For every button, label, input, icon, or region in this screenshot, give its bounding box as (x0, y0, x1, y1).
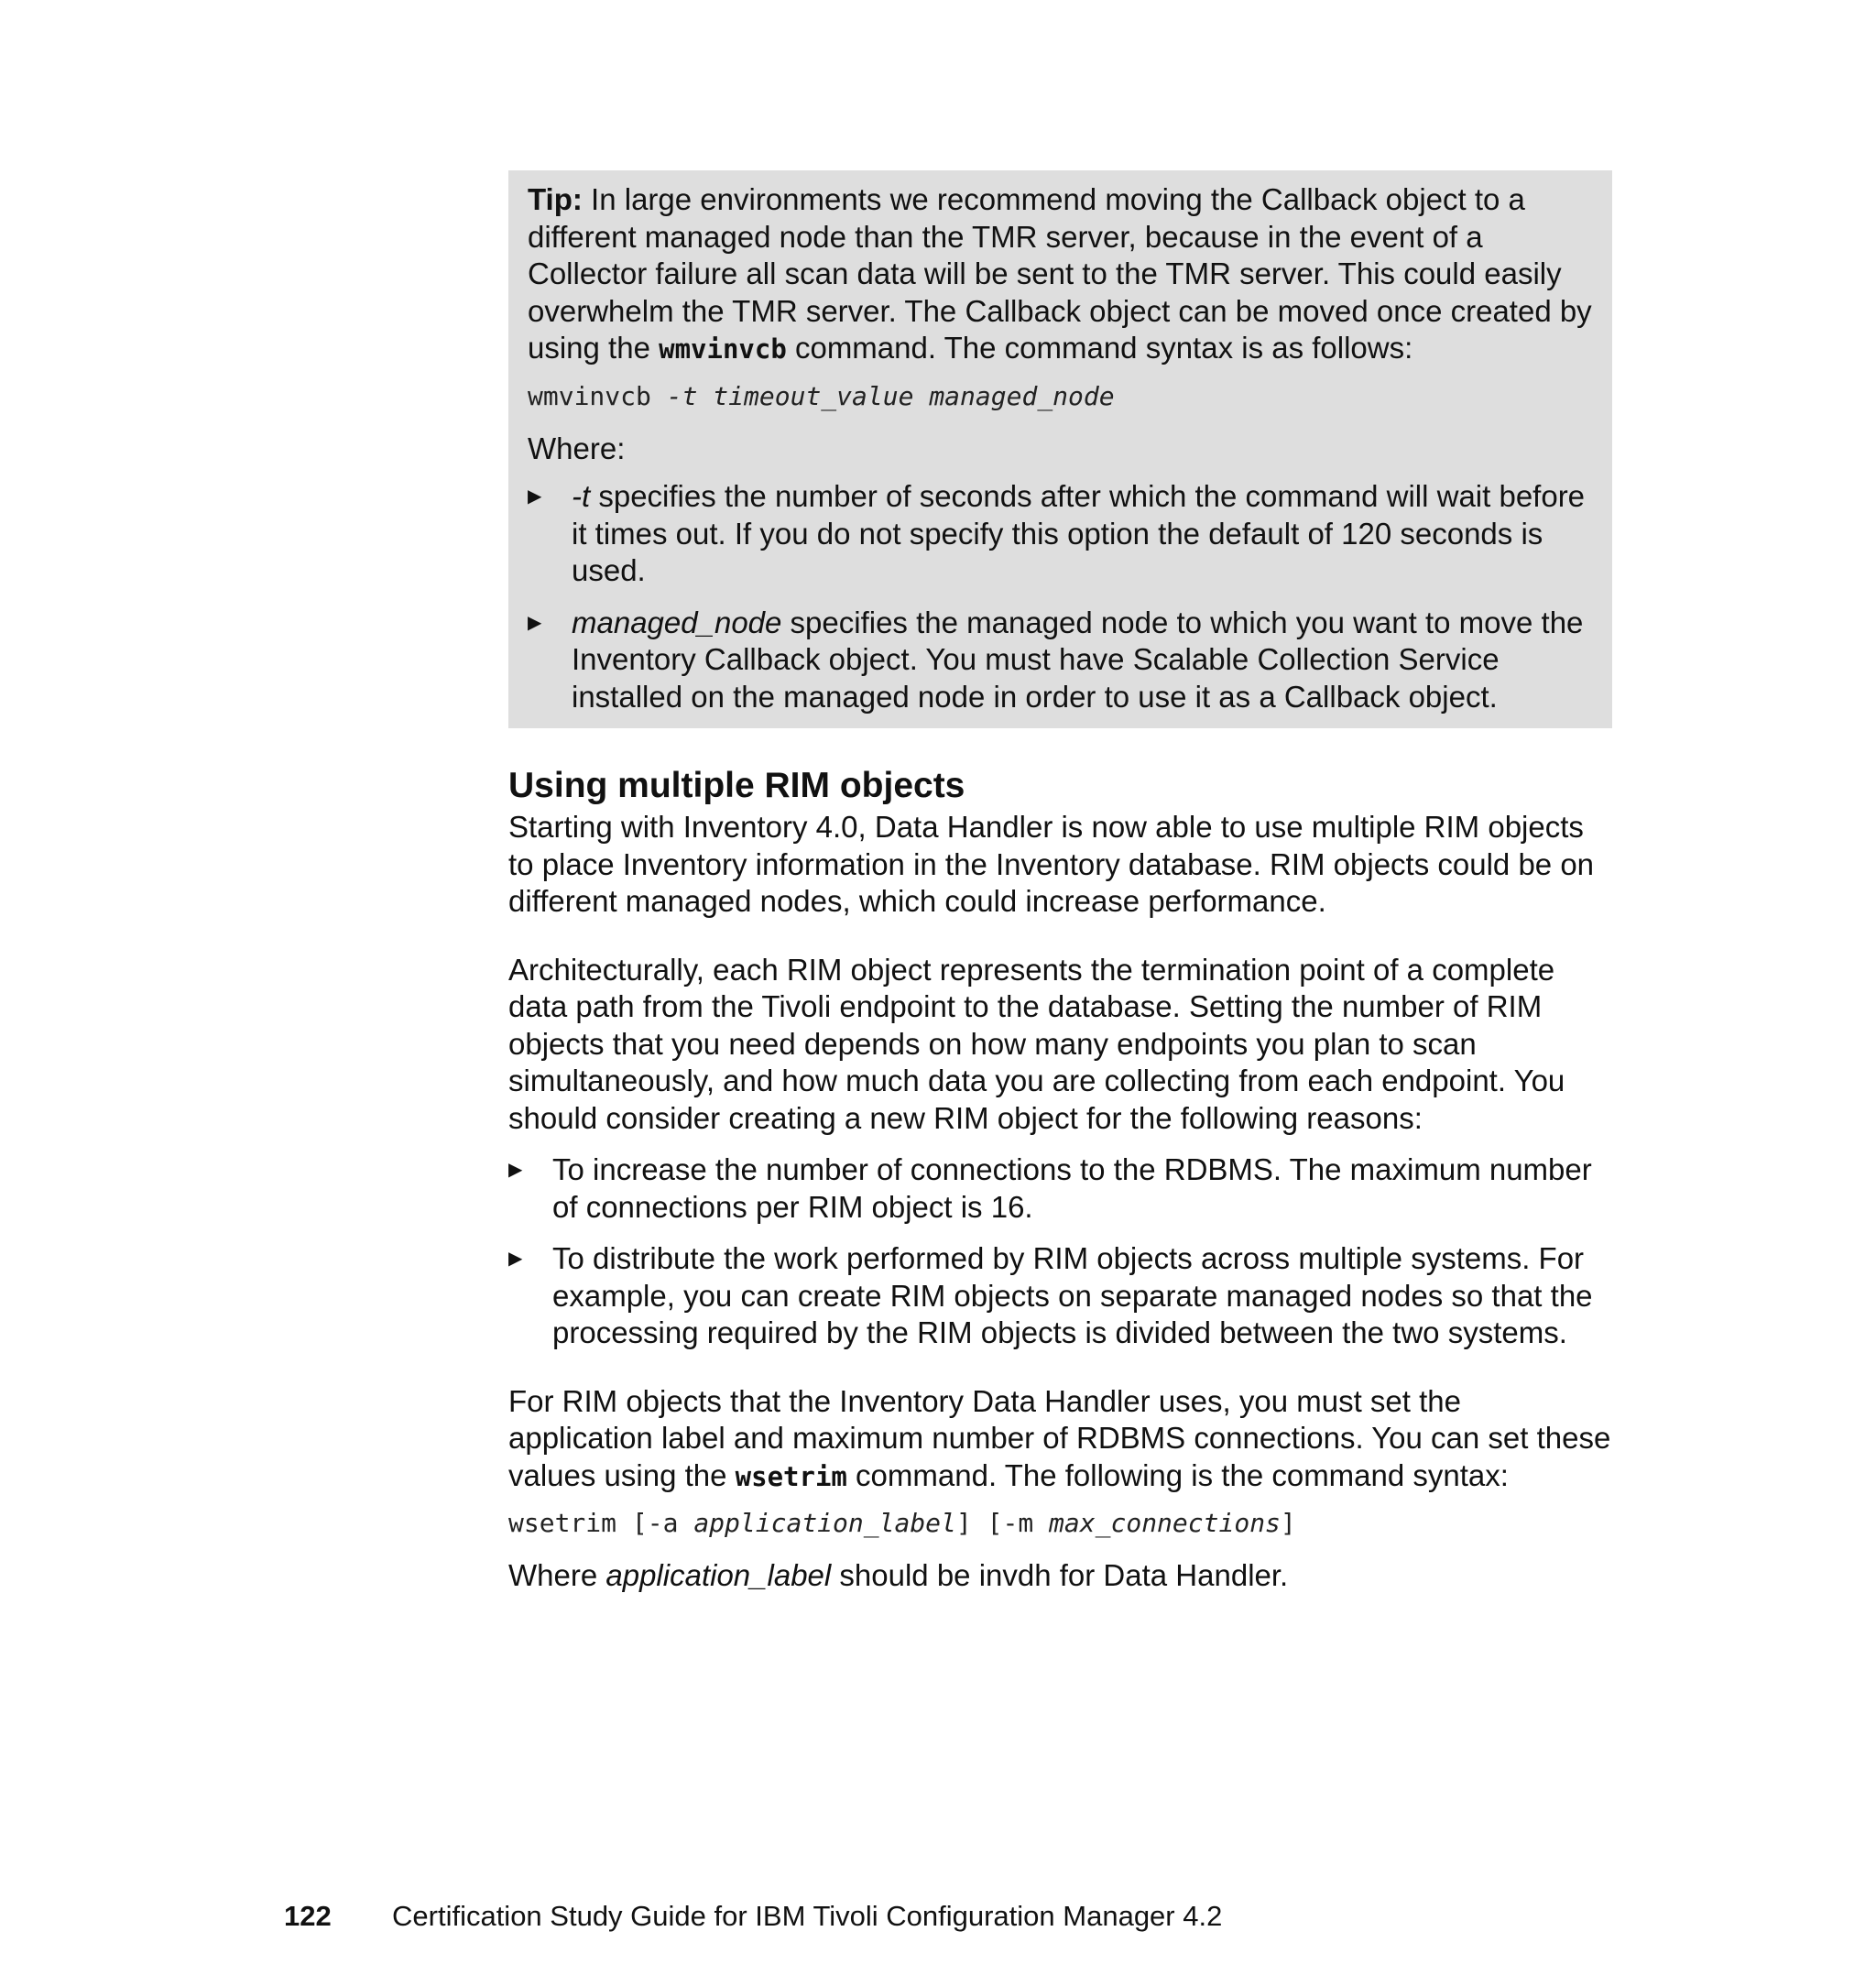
tip-option-list (528, 478, 1594, 715)
wsetrim-command-syntax: wsetrim [-a application_label] [-m max_connections] (508, 1508, 1296, 1538)
tip-command-syntax: wmvinvcb -t timeout_value managed_node (528, 380, 1115, 411)
section-paragraph: Starting with Inventory 4.0, Data Handler is now able to use multiple RIM objects to place Inventory information in the Inventory database. RIM objects could be on different managed nodes, which could increase performance. (508, 810, 1595, 918)
list-item: ▶ To increase the number of connections to the RDBMS. The maximum number of connections per RIM object is 16. (508, 1152, 1592, 1224)
tip-box (508, 170, 1612, 728)
bullet-icon: ▶ (508, 1160, 523, 1180)
page-content (508, 170, 1612, 1595)
bullet-icon: ▶ (528, 612, 542, 633)
section-paragraph: Architecturally, each RIM object represents the termination point of a complete data path from the Tivoli endpoint to the database. Setting the number of RIM objects that you need depends on how many endpoints you plan to scan simultaneously, and how much data you are collecting from each endpoint. You should consider creating a new RIM object for the following reasons: (508, 952, 1565, 1135)
book-title: Certification Study Guide for IBM Tivoli Configuration Manager 4.2 (392, 1900, 1223, 1932)
section-heading: Using multiple RIM objects (508, 766, 965, 805)
list-item: ▶ managed_node specifies the managed node to which you want to move the Inventory Callback object. You must have Scalable Collection Service installed on the managed node in order to use it as a Callback object. (528, 605, 1584, 714)
tip-where-label: Where: (528, 431, 626, 465)
reasons-list (508, 1151, 1612, 1352)
section-paragraph: For RIM objects that the Inventory Data Handler uses, you must set the application label and maximum number of RDBMS connections. You can set these values using the wsetrim command. The following is the command syntax: (508, 1383, 1611, 1492)
page-number: 122 (284, 1900, 332, 1932)
wsetrim-command-name: wsetrim (735, 1460, 847, 1492)
list-item: ▶ -t specifies the number of seconds after which the command will wait before it times out. If you do not specify this option the default of 120 seconds is used. (528, 479, 1586, 587)
section-paragraph: Where application_label should be invdh for Data Handler. (508, 1558, 1289, 1592)
tip-paragraph: Tip: In large environments we recommend moving the Callback object to a different managed node than the TMR server, because in the event of a Collector failure all scan data will be sent to the TMR server. This could easily overwhelm the TMR server. The Callback object can be moved once created by using the wmvinvcb command. The command syntax is as follows: (528, 182, 1592, 365)
bullet-icon: ▶ (508, 1249, 523, 1269)
list-item: ▶ To distribute the work performed by RIM objects across multiple systems. For example, you can create RIM objects on separate managed nodes so that the processing required by the RIM objects is divided between the two systems. (508, 1241, 1593, 1349)
page-footer (284, 1898, 1222, 1935)
bullet-icon: ▶ (528, 486, 542, 507)
tip-command-name: wmvinvcb (659, 333, 787, 365)
tip-label: Tip: (528, 182, 583, 216)
